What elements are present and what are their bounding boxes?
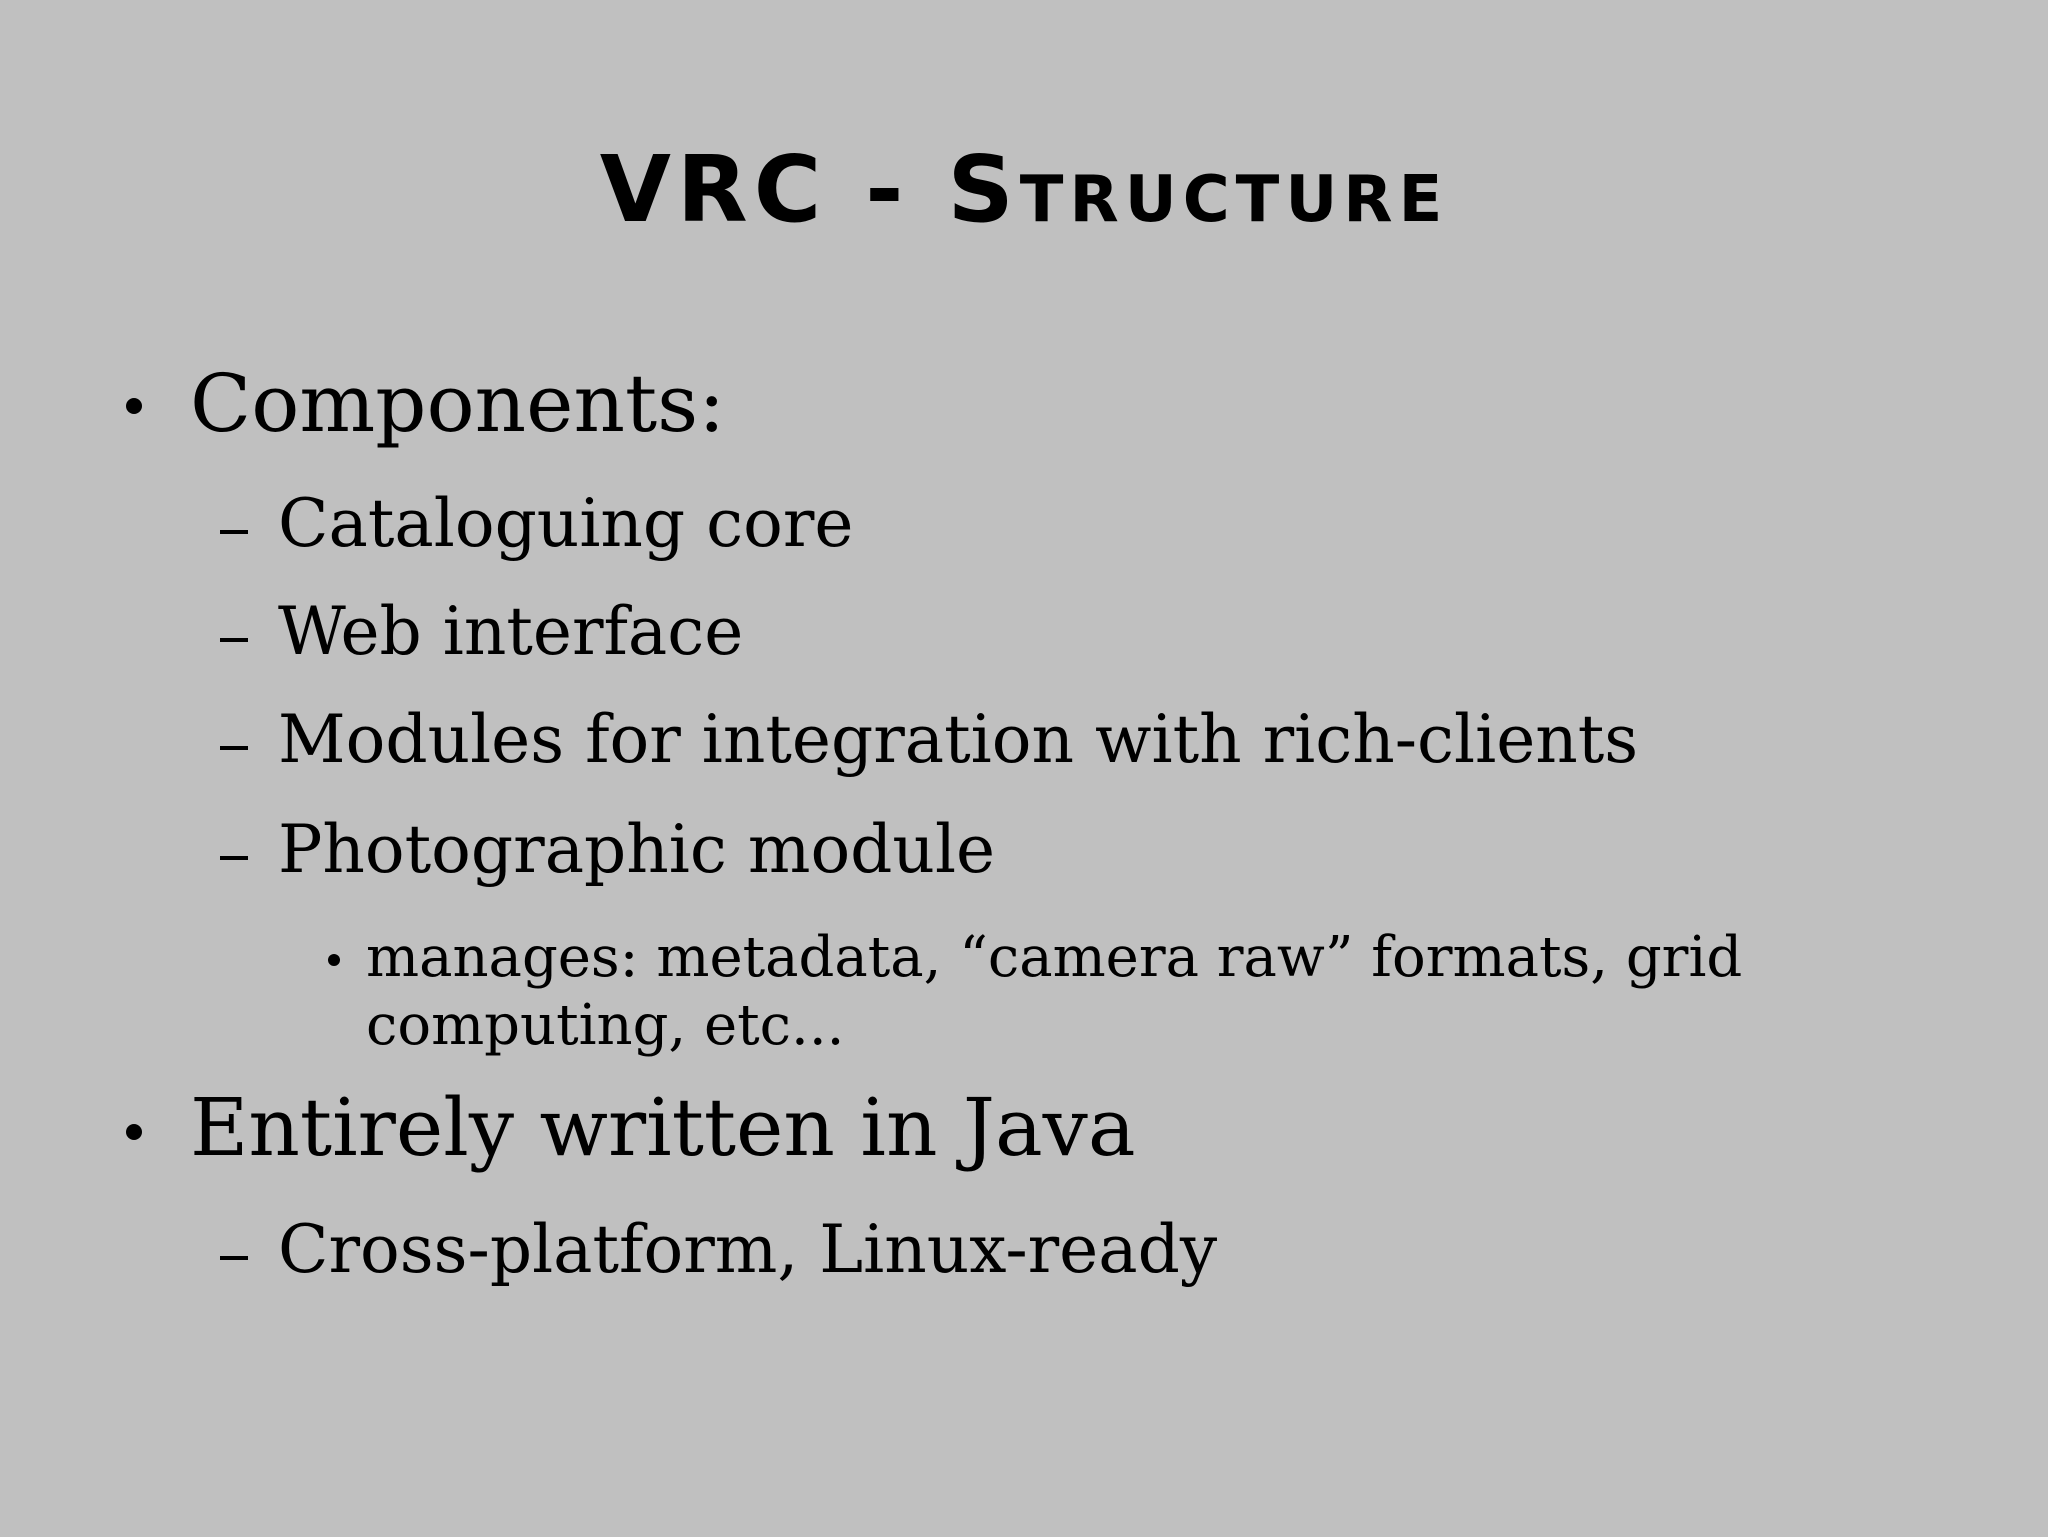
bullet-marker (126, 398, 142, 414)
dash-marker (220, 638, 248, 642)
bullet-entirely-written-in-java: Entirely written in Java (190, 1081, 1136, 1174)
dash-marker (220, 856, 248, 860)
sub-sub-item-manages-line2: computing, etc... (366, 993, 845, 1058)
sub-item-web-interface: Web interface (278, 593, 744, 670)
dash-marker (220, 746, 248, 750)
bullet-marker (126, 1124, 142, 1140)
sub-bullet-marker (328, 954, 340, 966)
sub-item-cross-platform: Cross-platform, Linux-ready (278, 1211, 1218, 1288)
dash-marker (220, 1256, 248, 1260)
sub-item-cataloguing-core: Cataloguing core (278, 485, 854, 562)
bullet-components: Components: (190, 357, 726, 450)
dash-marker (220, 530, 248, 534)
slide-title: VRC - Structure (599, 136, 1449, 243)
sub-item-photographic-module: Photographic module (278, 811, 996, 888)
sub-item-modules-integration: Modules for integration with rich-clients (278, 701, 1639, 778)
sub-sub-item-manages-line1: manages: metadata, “camera raw” formats, grid (366, 925, 1743, 990)
